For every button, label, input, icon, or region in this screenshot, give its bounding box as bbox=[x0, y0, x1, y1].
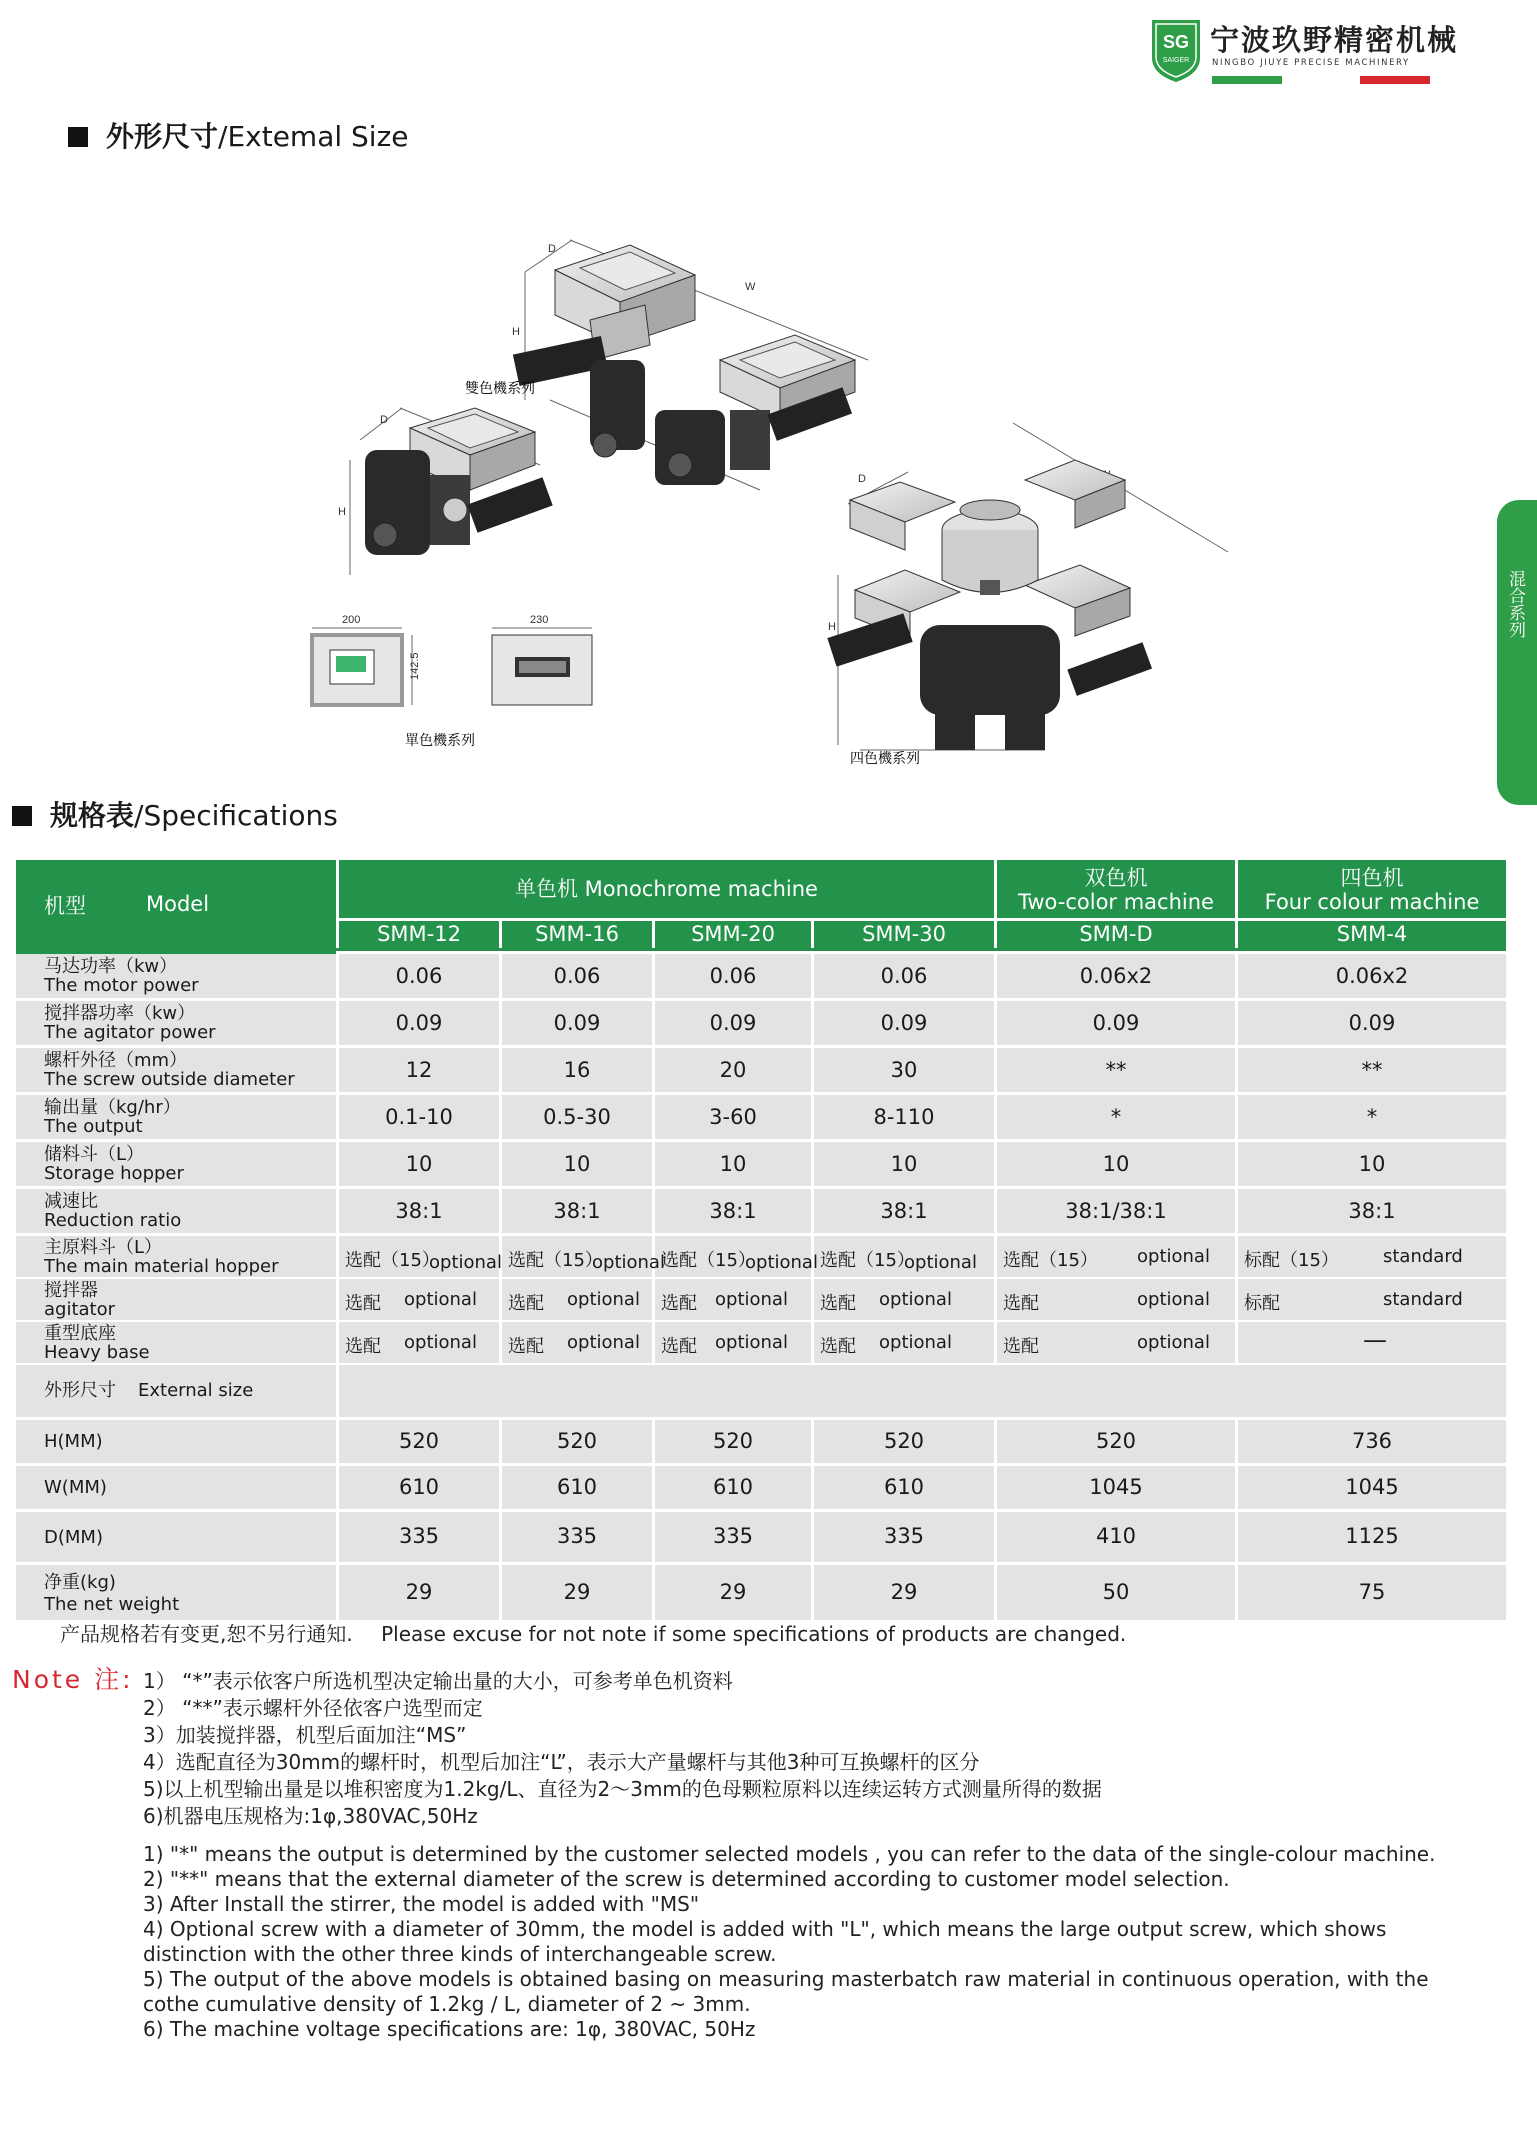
table-cell: 3-60 bbox=[709, 1105, 757, 1129]
table-cell: 0.09 bbox=[880, 1011, 928, 1035]
note-en-line: 3) After Install the stirrer, the model is added with "MS" bbox=[143, 1892, 700, 1916]
table-cell: 520 bbox=[398, 1429, 440, 1453]
column-separator bbox=[336, 1365, 339, 1417]
table-cell: 29 bbox=[890, 1580, 918, 1604]
machine-drawings bbox=[300, 210, 1260, 780]
column-separator bbox=[1235, 1279, 1238, 1320]
note-label: Note 注: bbox=[12, 1665, 134, 1694]
side-width-dim: 230 bbox=[530, 614, 549, 626]
row-label bbox=[44, 1324, 150, 1362]
model-header: 机型 Model bbox=[16, 860, 336, 987]
table-cell: 50 bbox=[1102, 1580, 1130, 1604]
table-cell: 335 bbox=[556, 1524, 598, 1548]
logo-green-bar bbox=[1212, 76, 1282, 84]
company-name-en: NINGBO JIUYE PRECISE MACHINERY bbox=[1212, 58, 1410, 68]
side-tab-label: 混合系列 bbox=[1505, 570, 1525, 638]
model-smm-4: SMM-4 bbox=[1238, 921, 1506, 948]
table-row bbox=[16, 1142, 1506, 1186]
row-label bbox=[44, 1238, 279, 1276]
table-cell: 29 bbox=[563, 1580, 591, 1604]
column-separator bbox=[652, 1322, 655, 1363]
option-dash: — bbox=[1363, 1326, 1387, 1354]
model-smm-d: SMM-D bbox=[997, 921, 1235, 948]
two-color-header: 双色机 Two-color machine bbox=[997, 860, 1235, 918]
table-cell: 10 bbox=[890, 1152, 918, 1176]
header-bottom-rule bbox=[16, 948, 1506, 951]
option-en: optional bbox=[429, 1252, 502, 1273]
table-cell: 10 bbox=[563, 1152, 591, 1176]
column-separator bbox=[499, 1322, 502, 1363]
row-label: W(MM) bbox=[44, 1477, 107, 1498]
company-name-cn: 宁波玖野精密机械 bbox=[1210, 23, 1459, 57]
row-label-en: The motor power bbox=[44, 975, 199, 996]
table-cell: 0.09 bbox=[709, 1011, 757, 1035]
table-row bbox=[16, 954, 1506, 998]
table-cell: 38:1 bbox=[880, 1199, 928, 1223]
row-label-cn: 螺杆外径（mm） bbox=[44, 1050, 188, 1071]
row-label-en: Storage hopper bbox=[44, 1163, 184, 1184]
column-separator bbox=[811, 1279, 814, 1320]
side-tab[interactable] bbox=[1497, 500, 1537, 805]
table-cell: 0.06 bbox=[395, 964, 443, 988]
row-label bbox=[44, 1145, 184, 1183]
table-cell: 10 bbox=[719, 1152, 747, 1176]
single-side-view bbox=[492, 614, 592, 705]
square-bullet-icon bbox=[68, 127, 88, 147]
logo-badge: SG bbox=[1162, 32, 1190, 52]
table-cell: 0.06 bbox=[553, 964, 601, 988]
row-label bbox=[44, 1004, 216, 1042]
row-label bbox=[44, 1281, 115, 1319]
table-row bbox=[16, 1189, 1506, 1233]
table-cell: 10 bbox=[1358, 1152, 1386, 1176]
external-size-title: 外形尺寸/Extemal Size bbox=[68, 115, 409, 155]
table-cell: 30 bbox=[890, 1058, 918, 1082]
table-cell: 0.09 bbox=[395, 1011, 443, 1035]
external-size-en: External size bbox=[138, 1380, 254, 1401]
row-label-cn: 搅拌器 bbox=[44, 1280, 98, 1301]
column-separator bbox=[499, 1279, 502, 1320]
column-separator bbox=[1235, 1322, 1238, 1363]
option-cn: 选配 bbox=[661, 1293, 697, 1314]
row-label-cn: 净重(kg) bbox=[44, 1572, 116, 1593]
note-en-line: 4) Optional screw with a diameter of 30mm, the model is added with "L", which means the large output screw, which shows distinction with the other three kinds of interchangeable screw. bbox=[143, 1917, 1387, 1966]
column-separator bbox=[994, 1279, 997, 1320]
option-cn: 选配（15） bbox=[661, 1250, 756, 1271]
option-en: standard bbox=[1383, 1289, 1463, 1310]
disclaimer-en: Please excuse for not note if some specifications of products are changed. bbox=[381, 1622, 1127, 1646]
table-cell: 335 bbox=[398, 1524, 440, 1548]
row-label bbox=[44, 1192, 181, 1230]
table-cell: 610 bbox=[556, 1475, 598, 1499]
option-en: optional bbox=[1137, 1246, 1210, 1267]
table-cell: 29 bbox=[719, 1580, 747, 1604]
row-label-en: Heavy base bbox=[44, 1342, 150, 1363]
row-label-cn: 减速比 bbox=[44, 1191, 98, 1212]
table-cell: 8-110 bbox=[873, 1105, 935, 1129]
option-en: optional bbox=[879, 1289, 952, 1310]
table-cell: 38:1 bbox=[395, 1199, 443, 1223]
row-label-en: The main material hopper bbox=[44, 1256, 279, 1277]
row-label-cn: 储料斗（L） bbox=[44, 1144, 145, 1165]
four-dim-h: H bbox=[828, 621, 836, 633]
column-separator bbox=[336, 1279, 339, 1320]
option-cn: 选配（15） bbox=[1003, 1250, 1098, 1271]
option-en: optional bbox=[715, 1332, 788, 1353]
table-cell: 520 bbox=[883, 1429, 925, 1453]
table-cell: 0.1-10 bbox=[385, 1105, 453, 1129]
single-machine-label: 單色機系列 bbox=[405, 733, 475, 749]
option-en: optional bbox=[904, 1252, 977, 1273]
table-cell: 16 bbox=[563, 1058, 591, 1082]
option-cn: 选配 bbox=[345, 1293, 381, 1314]
disclaimer-cn: 产品规格若有变更,恕不另行通知. bbox=[60, 1622, 353, 1646]
double-machine-label: 雙色機系列 bbox=[465, 381, 535, 397]
table-cell: 410 bbox=[1095, 1524, 1137, 1548]
note-cn-line: 1） “*”表示依客户所选机型决定输出量的大小，可参考单色机资料 bbox=[143, 1669, 733, 1693]
single-dim-d: D bbox=[380, 414, 388, 426]
option-en: optional bbox=[1137, 1289, 1210, 1310]
note-cn-line: 6)机器电压规格为:1φ,380VAC,50Hz bbox=[143, 1804, 478, 1828]
note-en-line: 5) The output of the above models is obtained basing on measuring masterbatch raw material in continuous operation, with the cothe cumulative density of 1.2kg / L, diameter of 2 ~ 3mm. bbox=[143, 1967, 1429, 2016]
table-cell: 10 bbox=[1102, 1152, 1130, 1176]
option-en: standard bbox=[1383, 1246, 1463, 1267]
column-separator bbox=[811, 1322, 814, 1363]
table-cell: ** bbox=[1105, 1058, 1127, 1082]
option-en: optional bbox=[567, 1332, 640, 1353]
double-dim-d: D bbox=[548, 243, 556, 255]
column-separator bbox=[994, 1322, 997, 1363]
table-cell: 0.06 bbox=[880, 964, 928, 988]
model-smm-12: SMM-12 bbox=[339, 921, 499, 948]
table-cell: 610 bbox=[712, 1475, 754, 1499]
row-label-cn: 主原料斗（L） bbox=[44, 1237, 163, 1258]
external-size-cn: 外形尺寸 bbox=[44, 1380, 116, 1401]
row-label bbox=[44, 957, 199, 995]
table-cell: 610 bbox=[398, 1475, 440, 1499]
table-row bbox=[16, 1322, 1506, 1363]
front-height-dim: 142.5 bbox=[409, 652, 421, 680]
table-row bbox=[16, 1420, 1506, 1463]
table-cell: ** bbox=[1361, 1058, 1383, 1082]
model-smm-30: SMM-30 bbox=[814, 921, 994, 948]
table-row bbox=[16, 1001, 1506, 1045]
four-machine-label: 四色機系列 bbox=[850, 751, 920, 767]
table-cell: 38:1 bbox=[553, 1199, 601, 1223]
single-front-view bbox=[312, 614, 421, 705]
column-separator bbox=[336, 1236, 339, 1277]
table-cell: 0.06x2 bbox=[1079, 964, 1153, 988]
column-separator bbox=[1235, 1236, 1238, 1277]
table-cell: 75 bbox=[1358, 1580, 1386, 1604]
note-cn-line: 5)以上机型输出量是以堆积密度为1.2kg/L、直径为2～3mm的色母颗粒原料以连续运转方式测量所得的数据 bbox=[143, 1777, 1102, 1801]
table-cell: 0.09 bbox=[553, 1011, 601, 1035]
option-cn: 标配（15） bbox=[1244, 1250, 1339, 1271]
option-en: optional bbox=[745, 1252, 818, 1273]
table-row bbox=[16, 1466, 1506, 1509]
column-separator bbox=[652, 1279, 655, 1320]
table-cell: 38:1/38:1 bbox=[1065, 1199, 1167, 1223]
row-label: H(MM) bbox=[44, 1431, 103, 1452]
row-label-en: The net weight bbox=[44, 1594, 180, 1615]
note-cn-line: 4）选配直径为30mm的螺杆时，机型后加注“L”，表示大产量螺杆与其他3种可互换螺杆的区分 bbox=[143, 1750, 980, 1774]
front-width-dim: 200 bbox=[342, 614, 361, 626]
logo-badge-sub: SAIGER bbox=[1162, 57, 1190, 64]
row-label-cn: 搅拌器功率（kw） bbox=[44, 1003, 196, 1024]
option-cn: 选配 bbox=[508, 1293, 544, 1314]
option-en: optional bbox=[404, 1332, 477, 1353]
option-cn: 选配 bbox=[345, 1336, 381, 1357]
option-cn: 选配 bbox=[820, 1293, 856, 1314]
option-en: optional bbox=[879, 1332, 952, 1353]
table-cell: 736 bbox=[1351, 1429, 1393, 1453]
table-cell: 0.06 bbox=[709, 964, 757, 988]
specifications-title: 规格表/Specifications bbox=[12, 794, 338, 834]
table-cell: 610 bbox=[883, 1475, 925, 1499]
option-cn: 选配（15） bbox=[508, 1250, 603, 1271]
table-cell: 0.09 bbox=[1092, 1011, 1140, 1035]
table-cell: 20 bbox=[719, 1058, 747, 1082]
table-row bbox=[16, 1048, 1506, 1092]
single-machine-drawing bbox=[365, 408, 553, 555]
note-cn-line: 2） “**”表示螺杆外径依客户选型而定 bbox=[143, 1696, 483, 1720]
double-dim-w: W bbox=[745, 281, 756, 293]
option-en: optional bbox=[715, 1289, 788, 1310]
mono-header: 单色机 Monochrome machine bbox=[339, 860, 994, 918]
disclaimer bbox=[60, 1618, 1126, 1647]
external-size-label bbox=[44, 1381, 253, 1400]
notes-en bbox=[143, 1842, 1443, 2042]
table-cell: 1125 bbox=[1345, 1524, 1399, 1548]
table-row bbox=[16, 1365, 1506, 1417]
option-cn: 标配 bbox=[1244, 1293, 1280, 1314]
row-label-en: The output bbox=[44, 1116, 143, 1137]
note-en-line: 6) The machine voltage specifications are: 1φ, 380VAC, 50Hz bbox=[143, 2017, 756, 2041]
single-dim-h: H bbox=[338, 506, 346, 518]
table-row bbox=[16, 1279, 1506, 1320]
note-cn-line: 3）加装搅拌器，机型后面加注“MS” bbox=[143, 1723, 467, 1747]
notes-cn bbox=[143, 1665, 1102, 1827]
model-smm-20: SMM-20 bbox=[655, 921, 811, 948]
option-cn: 选配 bbox=[1003, 1336, 1039, 1357]
table-cell: 1045 bbox=[1089, 1475, 1143, 1499]
row-label-en: agitator bbox=[44, 1299, 116, 1320]
option-en: optional bbox=[1137, 1332, 1210, 1353]
option-cn: 选配 bbox=[508, 1336, 544, 1357]
row-label bbox=[44, 1051, 295, 1089]
row-label: D(MM) bbox=[44, 1527, 103, 1548]
model-smm-16: SMM-16 bbox=[502, 921, 652, 948]
option-en: optional bbox=[404, 1289, 477, 1310]
table-cell: * bbox=[1110, 1105, 1122, 1129]
row-label-cn: 马达功率（kw） bbox=[44, 956, 178, 977]
table-row bbox=[16, 1512, 1506, 1562]
four-machine-drawing bbox=[827, 460, 1152, 750]
table-cell: 10 bbox=[405, 1152, 433, 1176]
option-cn: 选配 bbox=[820, 1336, 856, 1357]
row-label bbox=[44, 1098, 181, 1136]
option-cn: 选配 bbox=[1003, 1293, 1039, 1314]
table-row bbox=[16, 1565, 1506, 1620]
row-label-en: The agitator power bbox=[44, 1022, 216, 1043]
table-cell: 12 bbox=[405, 1058, 433, 1082]
row-label-cn: 输出量（kg/hr） bbox=[44, 1097, 181, 1118]
square-bullet-icon bbox=[12, 806, 32, 826]
table-cell: 335 bbox=[883, 1524, 925, 1548]
table-cell: 38:1 bbox=[709, 1199, 757, 1223]
table-cell: 38:1 bbox=[1348, 1199, 1396, 1223]
table-cell: 335 bbox=[712, 1524, 754, 1548]
shield-icon bbox=[1150, 18, 1202, 84]
logo-red-bar bbox=[1360, 76, 1430, 84]
column-separator bbox=[994, 1236, 997, 1277]
option-cn: 选配（15） bbox=[820, 1250, 915, 1271]
table-cell: 0.06x2 bbox=[1335, 964, 1409, 988]
table-cell: 520 bbox=[1095, 1429, 1137, 1453]
table-cell: 29 bbox=[405, 1580, 433, 1604]
row-label-en: Reduction ratio bbox=[44, 1210, 182, 1231]
double-machine-drawing bbox=[513, 245, 855, 485]
four-color-header: 四色机 Four colour machine bbox=[1238, 860, 1506, 918]
table-cell: 1045 bbox=[1345, 1475, 1399, 1499]
double-dim-h: H bbox=[512, 326, 520, 338]
option-en: optional bbox=[592, 1252, 665, 1273]
table-row bbox=[16, 1095, 1506, 1139]
table-cell: 0.09 bbox=[1348, 1011, 1396, 1035]
row-label-en: The screw outside diameter bbox=[44, 1069, 295, 1090]
table-cell: 520 bbox=[712, 1429, 754, 1453]
row-label-cn: 重型底座 bbox=[44, 1323, 116, 1344]
table-row bbox=[16, 1236, 1506, 1277]
row-label bbox=[44, 1572, 179, 1616]
note-en-line: 1) "*" means the output is determined by the customer selected models , you can refer to the data of the single-colour machine. bbox=[143, 1842, 1436, 1866]
note-en-line: 2) "**" means that the external diameter of the screw is determined according to customer model selection. bbox=[143, 1867, 1230, 1891]
table-cell: * bbox=[1366, 1105, 1378, 1129]
option-cn: 选配（15） bbox=[345, 1250, 440, 1271]
company-logo bbox=[1150, 18, 1459, 88]
option-en: optional bbox=[567, 1289, 640, 1310]
four-dim-d: D bbox=[858, 473, 866, 485]
table-cell: 0.5-30 bbox=[543, 1105, 611, 1129]
table-cell: 520 bbox=[556, 1429, 598, 1453]
column-separator bbox=[336, 1322, 339, 1363]
option-cn: 选配 bbox=[661, 1336, 697, 1357]
